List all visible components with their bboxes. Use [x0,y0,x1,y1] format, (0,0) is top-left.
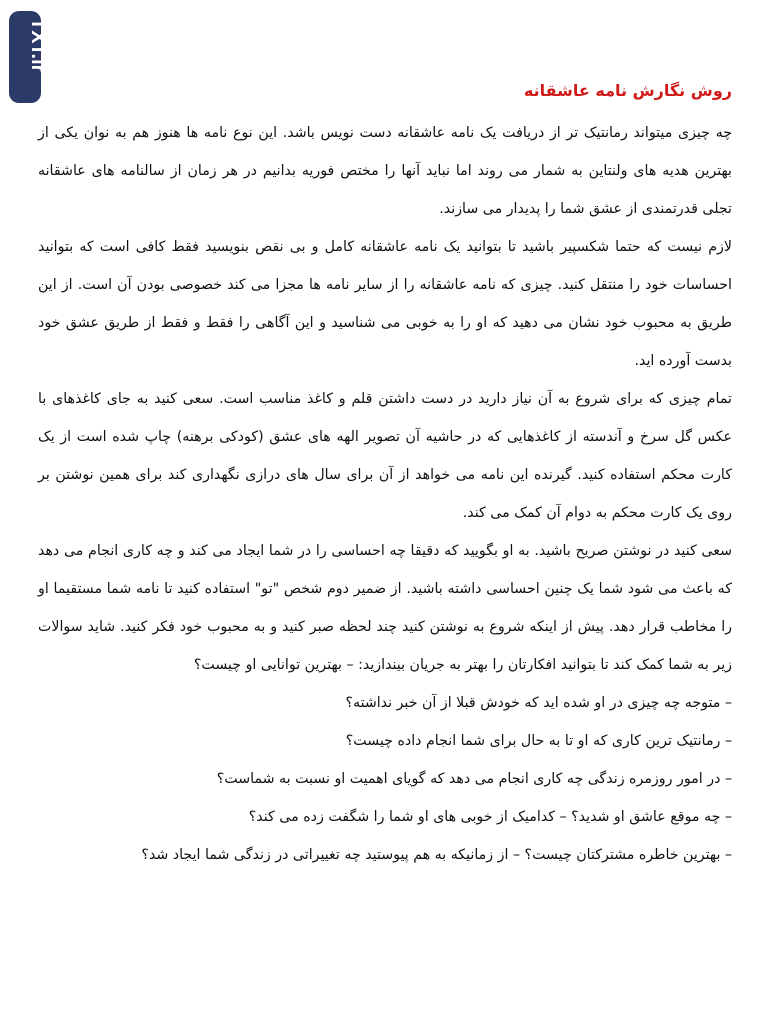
question-item: – متوجه چه چیزی در او شده اید که خودش قبلا از آن خبر نداشته؟ [345,695,732,711]
logo-text: TXT.ir [27,18,49,73]
paragraph-intro: چه چیزی میتواند رمانتیک تر از دریافت یک نامه عاشقانه دست نویس باشد. این نوع نامه ها هنوز هم به نوان یکی از بهترین هدیه های ولنتاین به شمار می روند اما نباید آنها را مختص فوریه بدانیم در هر زمان از سالنامه های عاشقانه تجلی قدرتمندی از عشق شما را پدیدار می سازند. [38,125,732,217]
paragraph-materials: تمام چیزی که برای شروع به آن نیاز دارید در دست داشتن قلم و کاغذ مناسب است. سعی کنید به جای کاغذهای با عکس گل سرخ و آندسته از کاغذهایی که در حاشیه آن تصویر الهه های عشق (کودکی برهنه) چاپ شده است از یک کارت محکم استفاده کنید. گیرنده این نامه می خواهد از آن برای سال های درازی نگهداری کند برای همین نوشتن بر روی یک کارت محکم به دوام آن کمک می کند. [38,391,732,521]
question-item: – در امور روزمره زندگی چه کاری انجام می دهد که گویای اهمیت او نسبت به شماست؟ [216,771,732,787]
question-item: – چه موقع عاشق او شدید؟ – کدامیک از خوبی های او شما را شگفت زده می کند؟ [248,809,732,825]
paragraph-shakespeare: لازم نیست که حتما شکسپیر باشید تا بتوانید یک نامه عاشقانه کامل و بی نقص بنویسید فقط کافی است که بتوانید احساسات خود را منتقل کنید. چیزی که نامه عاشقانه را از سایر نامه ها مجزا می کند خصوصی بودن آن است. از این طریق به محبوب خود نشان می دهید که او را به خوبی می شناسید و این آگاهی را فقط و فقط از طریق عشق خود بدست آورده اید. [38,239,732,369]
txt-ir-logo [8,10,49,104]
document-body [38,74,732,874]
question-item: – بهترین خاطره مشترکتان چیست؟ – از زمانیکه به هم پیوستید چه تغییراتی در زندگی شما ایجاد شد؟ [141,847,732,863]
paragraph-be-explicit: سعی کنید در نوشتن صریح باشید. به او بگویید که دقیقا چه احساسی را در شما ایجاد می کند و چه کاری انجام می دهد که باعث می شود شما یک چنین احساسی داشته باشید. از ضمیر دوم شخص "تو" استفاده کنید تا نامه شما مستقیما او را مخاطب قرار دهد. پیش از اینکه شروع به نوشتن کنید چند لحظه صبر کنید و به محبوب خود فکر کنید. شاید سوالات زیر به شما کمک کند تا بتوانید افکارتان را بهتر به جریان بیندازید: – بهترین توانایی او چیست؟ [38,543,732,673]
question-item: – رمانتیک ترین کاری که او تا به حال برای شما انجام داده چیست؟ [345,733,732,749]
document-title: روش نگارش نامه عاشقانه [523,81,732,100]
